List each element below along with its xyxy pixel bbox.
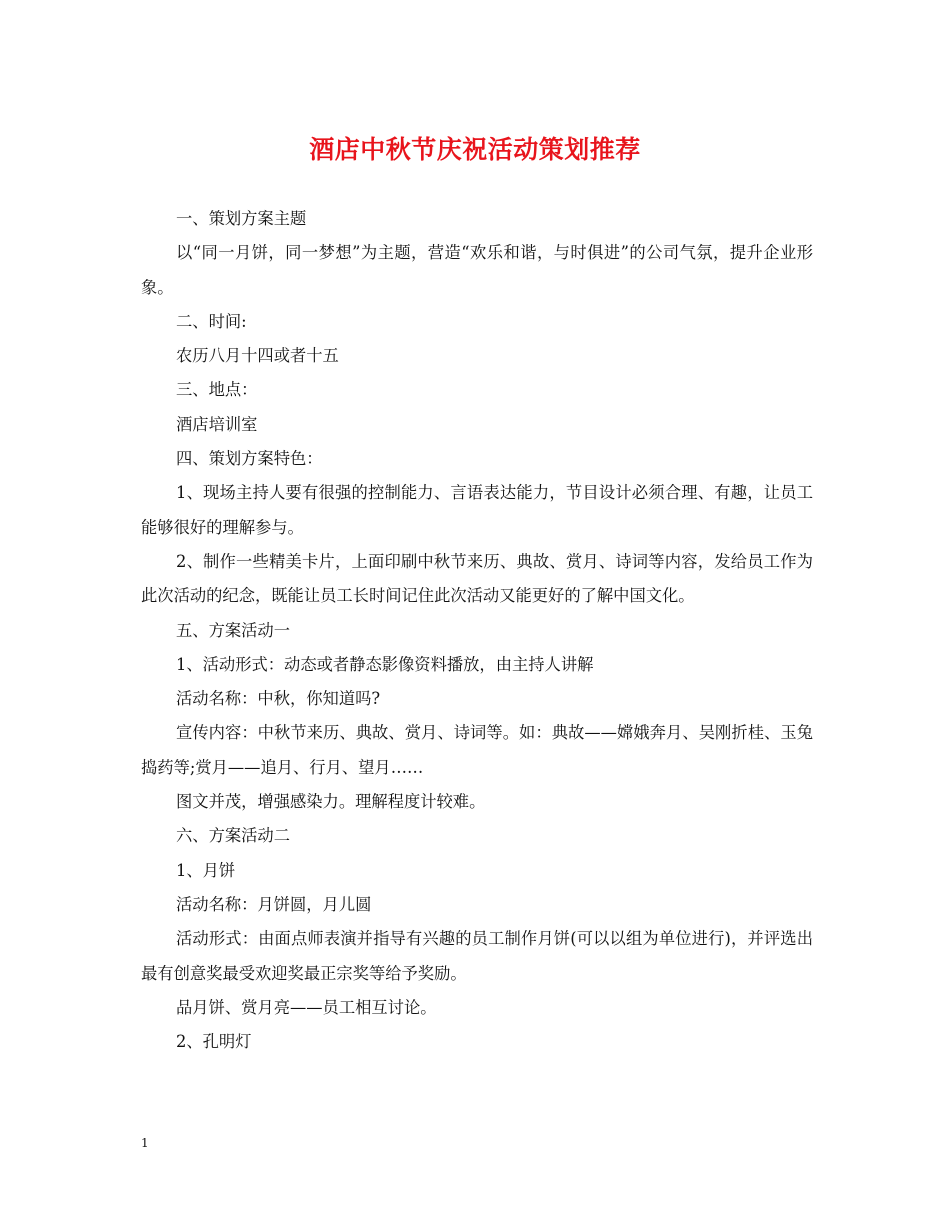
- paragraph: 五、方案活动一: [176, 620, 290, 640]
- paragraph: 1、现场主持人要有很强的控制能力、言语表达能力，节目设计必须合理、有趣，让员工能够很好的理解参与。: [141, 483, 813, 537]
- paragraph: 一、策划方案主题: [176, 209, 307, 228]
- paragraph: 三、地点：: [176, 380, 258, 400]
- paragraph: 活动形式：由面点师表演并指导有兴趣的员工制作月饼(可以以组为单位进行)，并评选出最有创意奖最受欢迎奖最正宗奖等给予奖励。: [141, 929, 813, 983]
- paragraph: 2、孔明灯: [176, 1032, 252, 1052]
- paragraph: 农历八月十四或者十五: [176, 346, 339, 366]
- paragraph: 六、方案活动二: [176, 826, 290, 846]
- paragraph: 品月饼、赏月亮——员工相互讨论。: [176, 997, 437, 1017]
- document-body: [141, 202, 813, 1059]
- paragraph: 宣传内容：中秋节来历、典故、赏月、诗词等。如：典故——嫦娥奔月、吴刚折桂、玉兔捣药等;赏月——追月、行月、望月……: [141, 723, 813, 777]
- paragraph: 活动名称：中秋，你知道吗?: [176, 689, 381, 709]
- document-title: 酒店中秋节庆祝活动策划推荐: [309, 135, 641, 164]
- paragraph: 1、活动形式：动态或者静态影像资料播放，由主持人讲解: [176, 654, 594, 674]
- page-number: 1: [141, 1136, 149, 1150]
- paragraph: 1、月饼: [176, 860, 236, 880]
- paragraph: 酒店培训室: [176, 414, 258, 434]
- paragraph: 二、时间:: [176, 311, 247, 331]
- paragraph: 活动名称：月饼圆，月儿圆: [176, 894, 372, 914]
- paragraph: 以“同一月饼，同一梦想”为主题，营造“欢乐和谐，与时俱进”的公司气氛，提升企业形象。: [141, 243, 813, 297]
- paragraph: 2、制作一些精美卡片，上面印刷中秋节来历、典故、赏月、诗词等内容，发给员工作为此次活动的纪念，既能让员工长时间记住此次活动又能更好的了解中国文化。: [141, 551, 813, 606]
- paragraph: 图文并茂，增强感染力。理解程度计较难。: [176, 792, 486, 812]
- paragraph: 四、策划方案特色：: [176, 449, 323, 469]
